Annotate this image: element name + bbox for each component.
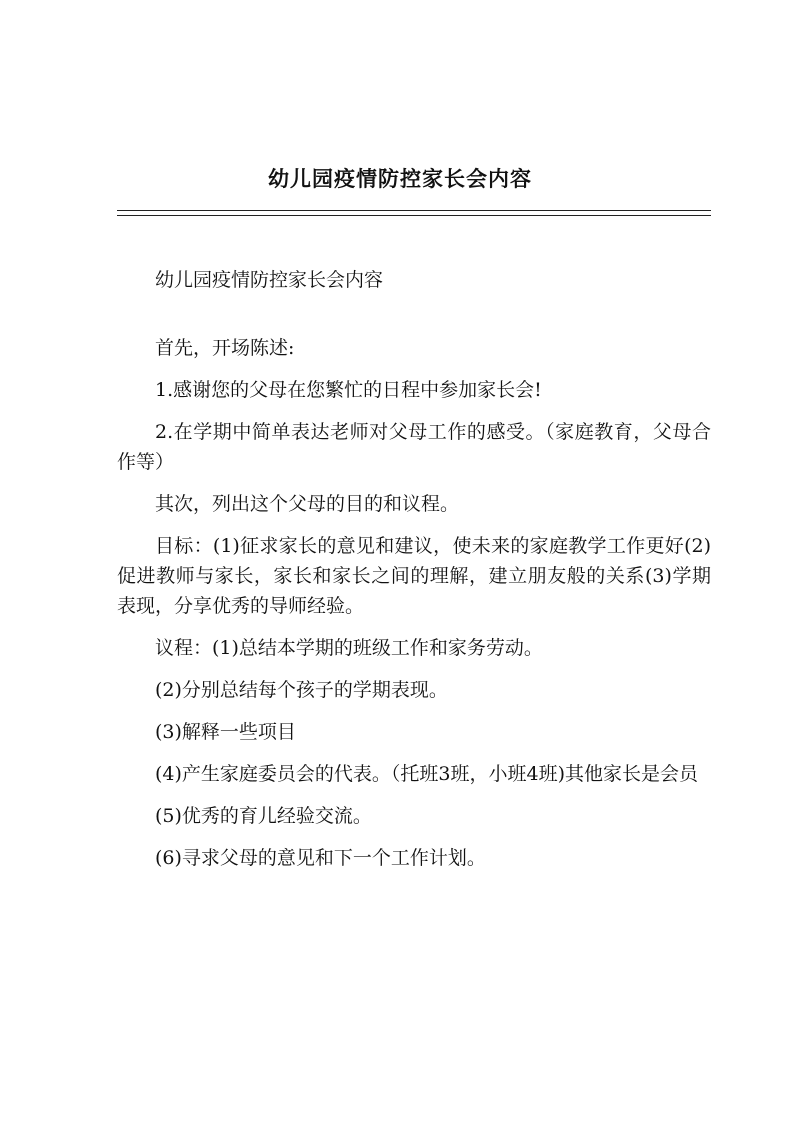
title-rule-top [117,210,711,211]
paragraph-agenda-4: (4)产生家庭委员会的代表。（托班3班，小班4班)其他家长是会员 [155,763,699,785]
paragraph-agenda-1: 议程：(1)总结本学期的班级工作和家务劳动。 [155,637,543,659]
paragraph-agenda-5: (5)优秀的育儿经验交流。 [155,805,372,827]
paragraph-agenda-3: (3)解释一些项目 [155,721,296,743]
paragraph-purpose-intro: 其次，列出这个父母的目的和议程。 [155,493,460,515]
paragraph-goals: 目标：(1)征求家长的意见和建议，使未来的家庭教学工作更好(2)促进教师与家长，家长和家长之间的理解，建立朋友般的关系(3)学期表现，分享优秀的导师经验。 [117,535,711,617]
paragraph-item-2: 2.在学期中简单表达老师对父母工作的感受。（家庭教育，父母合作等） [117,421,711,473]
document-title: 幼儿园疫情防控家长会内容 [268,166,532,191]
title-rule-bottom [117,215,711,216]
document-body [117,265,711,885]
paragraph-agenda-2: (2)分别总结每个孩子的学期表现。 [155,679,448,701]
paragraph-item-1: 1.感谢您的父母在您繁忙的日程中参加家长会! [155,379,542,401]
paragraph-opening: 首先，开场陈述: [155,337,295,359]
body-heading: 幼儿园疫情防控家长会内容 [155,269,384,291]
paragraph-agenda-6: (6)寻求父母的意见和下一个工作计划。 [155,847,486,869]
